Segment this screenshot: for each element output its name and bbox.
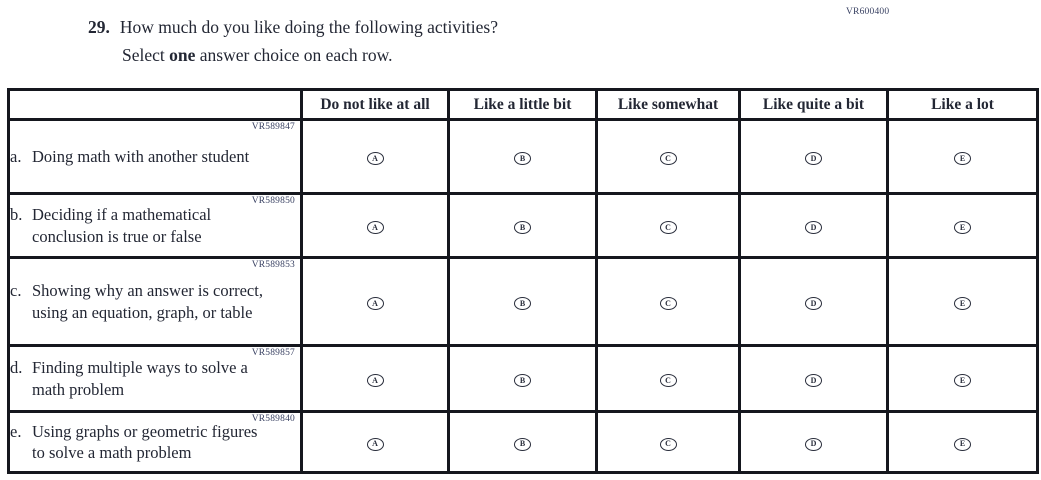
answer-cell — [449, 120, 597, 194]
answer-cell — [449, 346, 597, 412]
option-d-bubble[interactable]: D — [805, 374, 822, 387]
option-a-bubble[interactable]: A — [367, 374, 384, 387]
answer-cell — [740, 412, 888, 473]
answer-cell — [888, 194, 1038, 258]
column-header-like-somewhat: Like somewhat — [597, 90, 740, 120]
answer-cell — [302, 120, 449, 194]
column-header-like-a-little-bit: Like a little bit — [449, 90, 597, 120]
option-e-bubble[interactable]: E — [954, 438, 971, 451]
option-c-bubble[interactable]: C — [660, 297, 677, 310]
answer-cell — [597, 258, 740, 346]
option-d-bubble[interactable]: D — [805, 438, 822, 451]
answer-cell — [449, 258, 597, 346]
answer-matrix-table — [7, 88, 1039, 474]
row-letter: d. — [10, 358, 23, 378]
question-block — [88, 13, 498, 69]
answer-cell — [888, 412, 1038, 473]
row-label-cell — [9, 346, 302, 412]
answer-cell — [597, 346, 740, 412]
question-stem: How much do you like doing the following activities? — [119, 17, 499, 37]
answer-cell — [597, 194, 740, 258]
column-header-do-not-like-at-all: Do not like at all — [302, 90, 449, 120]
option-b-bubble[interactable]: B — [514, 374, 531, 387]
question-text — [88, 13, 498, 41]
row-label-text: Deciding if a mathematical conclusion is true or false — [32, 205, 212, 246]
row-label-text: Finding multiple ways to solve a math problem — [32, 358, 248, 399]
answer-cell — [888, 346, 1038, 412]
answer-cell — [597, 412, 740, 473]
table-row-a — [9, 120, 1038, 194]
row-label-cell — [9, 120, 302, 194]
option-e-bubble[interactable]: E — [954, 221, 971, 234]
option-c-bubble[interactable]: C — [660, 152, 677, 165]
header-corner-cell — [9, 90, 302, 120]
row-label-text: Showing why an answer is correct, using an equation, graph, or table — [32, 281, 263, 322]
answer-cell — [597, 120, 740, 194]
row-code: VR589850 — [251, 196, 295, 206]
answer-cell — [740, 346, 888, 412]
table-row-d — [9, 346, 1038, 412]
row-code: VR589857 — [251, 348, 295, 358]
form-code: VR600400 — [846, 7, 890, 17]
row-code: VR589853 — [251, 260, 295, 270]
option-c-bubble[interactable]: C — [660, 438, 677, 451]
instruction-prefix: Select — [122, 45, 170, 65]
answer-cell — [449, 194, 597, 258]
column-header-like-quite-a-bit: Like quite a bit — [740, 90, 888, 120]
option-d-bubble[interactable]: D — [805, 152, 822, 165]
option-b-bubble[interactable]: B — [514, 152, 531, 165]
option-d-bubble[interactable]: D — [805, 297, 822, 310]
row-letter: e. — [10, 421, 22, 441]
answer-cell — [740, 120, 888, 194]
option-b-bubble[interactable]: B — [514, 221, 531, 234]
answer-cell — [740, 194, 888, 258]
option-a-bubble[interactable]: A — [367, 221, 384, 234]
option-b-bubble[interactable]: B — [514, 297, 531, 310]
answer-cell — [888, 120, 1038, 194]
answer-cell — [302, 412, 449, 473]
row-code: VR589847 — [251, 122, 295, 132]
column-header-like-a-lot: Like a lot — [888, 90, 1038, 120]
row-letter: a. — [10, 146, 22, 166]
instruction-suffix: answer choice on each row. — [195, 45, 393, 65]
table-row-e — [9, 412, 1038, 473]
question-number: 29. — [88, 17, 110, 37]
row-label-cell — [9, 194, 302, 258]
row-code: VR589840 — [251, 414, 295, 424]
answer-cell — [302, 258, 449, 346]
option-c-bubble[interactable]: C — [660, 374, 677, 387]
row-label-cell — [9, 258, 302, 346]
instruction-bold-word: one — [169, 45, 196, 65]
option-a-bubble[interactable]: A — [367, 152, 384, 165]
option-e-bubble[interactable]: E — [954, 374, 971, 387]
row-label-text: Using graphs or geometric figures to solve a math problem — [32, 421, 258, 462]
option-b-bubble[interactable]: B — [514, 438, 531, 451]
row-label-cell — [9, 412, 302, 473]
option-a-bubble[interactable]: A — [367, 438, 384, 451]
row-label-text: Doing math with another student — [32, 146, 250, 166]
option-a-bubble[interactable]: A — [367, 297, 384, 310]
answer-cell — [302, 194, 449, 258]
row-letter: c. — [10, 281, 22, 301]
answer-cell — [888, 258, 1038, 346]
option-d-bubble[interactable]: D — [805, 221, 822, 234]
table-row-b — [9, 194, 1038, 258]
option-e-bubble[interactable]: E — [954, 152, 971, 165]
answer-cell — [302, 346, 449, 412]
row-letter: b. — [10, 205, 23, 225]
option-e-bubble[interactable]: E — [954, 297, 971, 310]
option-c-bubble[interactable]: C — [660, 221, 677, 234]
answer-cell — [449, 412, 597, 473]
question-instruction — [122, 41, 498, 69]
header-row — [9, 90, 1038, 120]
answer-cell — [740, 258, 888, 346]
table-row-c — [9, 258, 1038, 346]
